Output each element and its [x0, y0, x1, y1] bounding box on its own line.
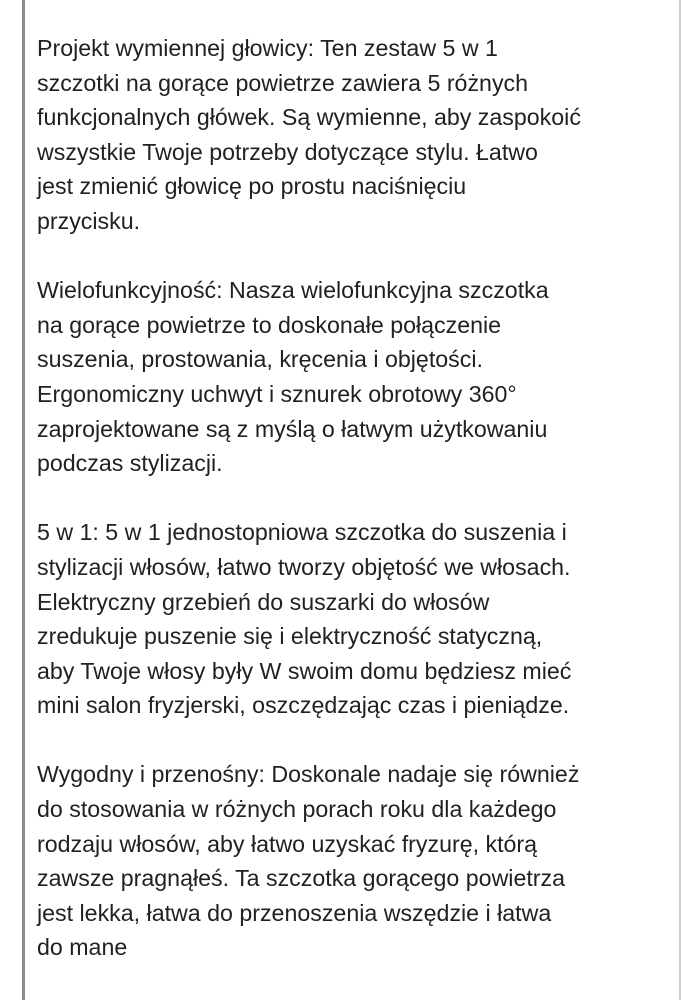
- text-line: jest lekka, łatwa do przenoszenia wszędzie i łatwa: [37, 899, 552, 926]
- text-line: stylizacji włosów, łatwo tworzy objętość we włosach.: [37, 553, 571, 580]
- text-line: zredukuje puszenie się i elektryczność statyczną,: [37, 623, 543, 650]
- text-line: funkcjonalnych główek. Są wymienne, aby zaspokoić: [37, 104, 581, 131]
- text-line: Elektryczny grzebień do suszarki do włosów: [37, 588, 490, 615]
- document-body: [37, 31, 677, 965]
- left-border-line: [22, 0, 25, 1000]
- text-line: przycisku.: [37, 207, 141, 234]
- text-line: rodzaju włosów, aby łatwo uzyskać fryzurę, którą: [37, 830, 538, 857]
- paragraph-interchangeable-head: [37, 31, 677, 239]
- text-line: aby Twoje włosy były W swoim domu będziesz mieć: [37, 657, 572, 684]
- text-line: na gorące powietrze to doskonałe połączenie: [37, 311, 502, 338]
- text-line: Wygodny i przenośny: Doskonale nadaje się również: [37, 761, 580, 788]
- text-line: 5 w 1: 5 w 1 jednostopniowa szczotka do suszenia i: [37, 519, 567, 546]
- text-line: mini salon fryzjerski, oszczędzając czas i pieniądze.: [37, 692, 570, 719]
- text-line: suszenia, prostowania, kręcenia i objętości.: [37, 346, 483, 373]
- text-line: do stosowania w różnych porach roku dla każdego: [37, 796, 557, 823]
- text-line: wszystkie Twoje potrzeby dotyczące stylu. Łatwo: [37, 138, 538, 165]
- text-line: zaprojektowane są z myślą o łatwym użytkowaniu: [37, 415, 548, 442]
- text-line: do mane: [37, 934, 128, 961]
- paragraph-five-in-one: [37, 515, 677, 723]
- paragraph-portable: [37, 757, 677, 965]
- paragraph-multifunctionality: [37, 273, 677, 481]
- text-line: zawsze pragnąłeś. Ta szczotka gorącego powietrza: [37, 865, 566, 892]
- text-line: szczotki na gorące powietrze zawiera 5 różnych: [37, 69, 529, 96]
- text-line: jest zmienić głowicę po prostu naciśnięciu: [37, 173, 467, 200]
- text-line: Projekt wymiennej głowicy: Ten zestaw 5 w 1: [37, 35, 498, 61]
- text-line: Wielofunkcyjność: Nasza wielofunkcyjna szczotka: [37, 277, 549, 304]
- text-line: podczas stylizacji.: [37, 450, 223, 477]
- text-line: Ergonomiczny uchwyt i sznurek obrotowy 360°: [37, 380, 517, 407]
